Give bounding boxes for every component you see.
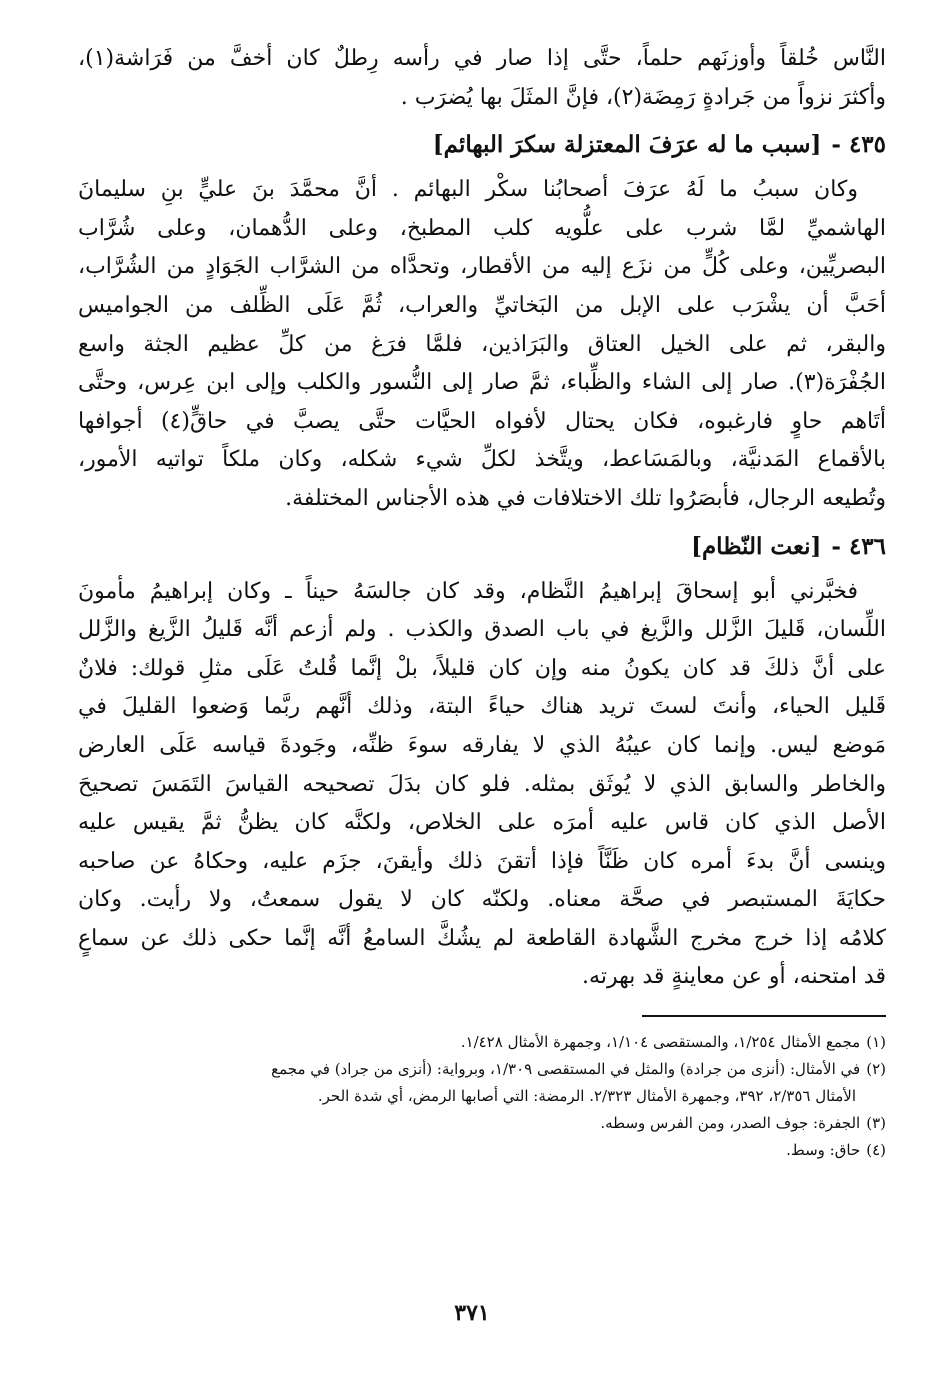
footnote-divider [642,1015,886,1017]
footnote-number: (١) [866,1033,886,1052]
text-line: وأكثرَ نزواً من جَرادةٍ رَمِضَة(٢)، فإنَّ المثَلَ بها يُضرَب . [400,84,886,110]
text-line: قَليل الحياء، وأنتَ لستَ تريد هناك حياءً البتة، وذلك أنَّهم ربَّما وَضعوا القليلَ في [78,694,886,720]
section-title: [نعت النّظام] [691,532,822,560]
text-line: حكايَةَ المستبصر في صحَّة معناه. ولكنّه كان لا يقول سمعتُ، ولا رأيت. وكان [78,887,886,913]
footnote-text: الجفرة: جوف الصدر، ومن الفرس وسطه. [600,1114,861,1133]
footnote-text: حاق: وسط. [786,1141,861,1160]
footnote [78,1110,886,1137]
section-436-paragraph [78,573,886,998]
text-line: النَّاس خُلقاً وأوزنَهم حلماً، حتَّى إذا صار في رأسه رِطلٌ كان أخفَّ من فَرَاشة(١)، [78,46,886,71]
footnote-text: مجمع الأمثال ١/٢٥٤، والمستقصى ١/١٠٤، وجمهرة الأمثال ١/٤٢٨. [460,1033,861,1052]
text-line: وينسى أنَّ بدءَ أمره كان ظَنَّاً فإذا أتقنَ ذلك وأيقنَ، جزَم عليه، وحكاهُ عن صاحبه [78,848,886,874]
text-line: أحَبَّ أن يشْرَب على الإبل من البَخاتيِّ والعراب، ثُمَّ عَلَى الظِّلف من الجواميس [78,292,886,318]
text-line: والبقر، ثم على الخيل العتاق والبَرَاذين، فلمَّا فرَغ من كلِّ عظيم الجثة واسع [78,331,886,357]
text-line: وكان سببُ ما لَهُ عرَفَ أصحابُنا سكْر البهائم . أنَّ محمَّدَ بنَ عليٍّ بنِ سليمانَ [78,177,858,203]
text-line: وتُطيعه الرجال، فأبصَرُوا تلك الاختلافات في هذه الأجناس المختلفة. [285,485,886,511]
section-heading-436 [78,529,886,565]
text-line: الأصل الذي كان قاس عليه أمرَه على الخلاص، ولكنَّه كان يظنُّ ثمَّ يقيس عليه [78,810,886,836]
text-line: فخبَّرني أبو إسحاقَ إبراهيمُ النَّظام، وقد كان جالسَهُ حيناً ـ وكان إبراهيمُ مأمونَ [78,578,858,604]
footnote-text: في الأمثال: (أنزى من جرادة) والمثل في المستقصى ١/٣٠٩، وبرواية: (أنزى من جراد) في مجمع [271,1060,861,1079]
text-line: كلامُه إذا خرج مخرج الشَّهادة القاطعة لم يشُكَّ السامعُ أنَّه إنَّما حكى ذلك عن سماعٍ [78,925,886,951]
footnote [78,1137,886,1164]
text-line: اللِّسان، قَليلَ الزَّلل والزَّيغ في باب الصدق والكذب . ولم أزعم أنَّه قَليلُ الزَّيغ والزَّلل [78,617,886,643]
text-line: قد امتحنه، أو عن معاينةٍ قد بهرته. [582,964,886,990]
section-number: ٤٣٥ - [831,131,886,159]
page-body [78,40,886,1164]
text-line: والخاطر والسابق الذي لا يُوثَق بمثله. فلو كان بدَلَ تصحيحه القياسَ التَمَسَ تصحيحَ [78,771,886,797]
text-line: الهاشميِّ لمَّا شرب على علُّويه كلب المطبخ، وعلى الدُّهمان، وعلى شُرَّاب [78,215,886,241]
footnote [78,1029,886,1056]
text-line: على أنَّ ذلكَ قد كان يكونُ منه وإن كان قليلاً، بلْ إنَّما قُلتُ عَلَى مثلِ قولك: فلانٌ [78,655,886,681]
footnotes [78,1029,886,1164]
text-line: مَوضع ليس. وإنما كان عيبُهُ الذي لا يفارقه سوءَ ظنِّه، وجَودةَ قياسه عَلَى العارض [78,732,886,758]
footnote-number: (٤) [866,1141,886,1160]
footnote-number: (٣) [866,1114,886,1133]
footnote-number: (٢) [866,1060,886,1079]
section-435-paragraph [78,171,886,518]
section-heading-435 [78,127,886,163]
text-line: الجُفْرَة(٣). صار إلى الشاء والظِّباء، ثمَّ صار إلى النُّسور والكلب وإلى ابن عِرس، وحتَّى [78,370,886,396]
intro-paragraph [78,40,886,117]
page-number: ٣٧١ [454,1300,490,1326]
text-line: البصريِّين، وعلى كُلٍّ من نزَع إليه من الأقطار، وتحدَّاه من الشرَّاب الجَوَادٍ من الشُرَّاب، [78,254,886,280]
section-number: ٤٣٦ - [831,532,886,560]
section-title: [سبب ما له عرَفَ المعتزلة سكرَ البهائم] [432,131,822,159]
footnote [78,1056,886,1083]
text-line: أتَاهم حاوٍ فارغبوه، فكان يحتال لأفواه الحيَّات حتَّى يصبَّ في حاقٍّ(٤) أجوافها [78,408,886,434]
text-line: بالأقماع المَدنيَّة، وبالمَسَاعط، ويتَّخذ لكلِّ شيء شكله، وكان ملكاً تواتيه الأمور، [78,447,886,473]
footnote-continuation: الأمثال ٢/٣٥٦، ٣٩٢، وجمهرة الأمثال ٢/٣٢٣. الرمضة: التي أصابها الرمض، أي شدة الحر. [317,1087,856,1106]
